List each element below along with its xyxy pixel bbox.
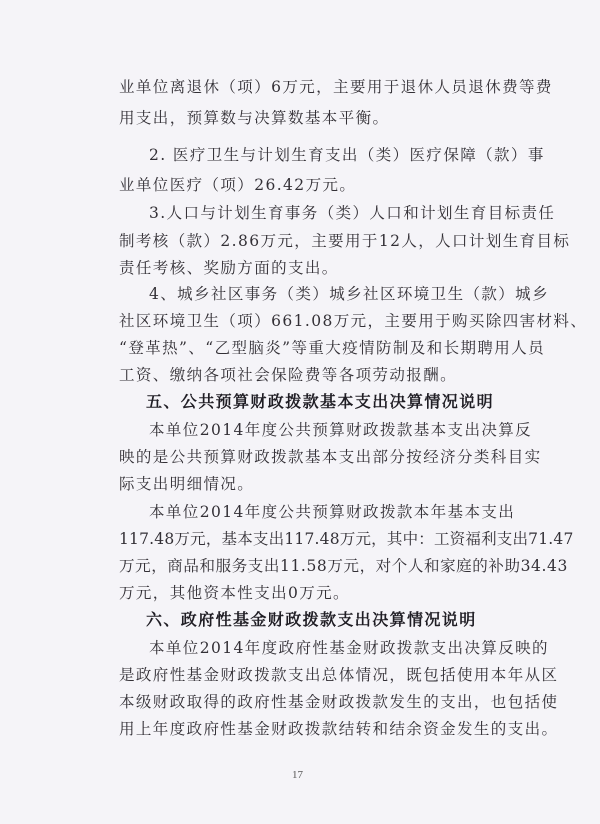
- text-line: 映的是公共预算财政拨款基本支出部分按经济分类科目实: [119, 448, 542, 466]
- text-line: 社区环境卫生（项）661.08万元，主要用于购买除四害材料、: [119, 312, 588, 330]
- text-line: 业单位医疗（项）26.42万元。: [119, 176, 357, 194]
- text-line: 2. 医疗卫生与计划生育支出（类）医疗保障（款）事: [149, 146, 545, 164]
- text-line: 工资、缴纳各项社会保险费等各项劳动报酬。: [119, 366, 458, 384]
- text-line: 本级财政取得的政府性基金财政拨款发生的支出，也包括使: [119, 693, 559, 711]
- text-line: 本单位2014年度公共预算财政拨款本年基本支出: [149, 503, 516, 521]
- section-heading: 六、政府性基金财政拨款支出决算情况说明: [146, 610, 477, 629]
- text-line: 责任考核、奖励方面的支出。: [119, 259, 339, 277]
- text-line: “登革热”、“乙型脑炎”等重大疫情防制及和长期聘用人员: [119, 339, 545, 357]
- text-line: 是政府性基金财政拨款支出总体情况，既包括使用本年从区: [119, 666, 559, 684]
- text-line: 用支出，预算数与决算数基本平衡。: [119, 109, 390, 127]
- text-line: 业单位离退休（项）6万元，主要用于退休人员退休费等费: [119, 78, 553, 96]
- section-heading: 五、公共预算财政拨款基本支出决算情况说明: [146, 392, 495, 411]
- text-line: 万元，其他资本性支出0万元。: [119, 584, 350, 602]
- text-line: 本单位2014年度公共预算财政拨款基本支出决算反: [149, 421, 533, 439]
- text-line: 万元，商品和服务支出11.58万元，对个人和家庭的补助34.43: [119, 557, 568, 575]
- text-line: 3.人口与计划生育事务（类）人口和计划生育目标责任: [149, 204, 556, 222]
- text-line: 制考核（款）2.86万元，主要用于12人，人口计划生育目标: [119, 232, 571, 250]
- page-number: 17: [292, 769, 303, 781]
- text-line: 用上年度政府性基金财政拨款结转和结余资金发生的支出。: [119, 720, 559, 738]
- text-line: 117.48万元，基本支出117.48万元，其中：工资福利支出71.47: [119, 530, 574, 548]
- text-line: 4、城乡社区事务（类）城乡社区环境卫生（款）城乡: [149, 285, 549, 303]
- text-line: 际支出明细情况。: [119, 475, 255, 493]
- text-line: 本单位2014年度政府性基金财政拨款支出决算反映的: [149, 639, 549, 657]
